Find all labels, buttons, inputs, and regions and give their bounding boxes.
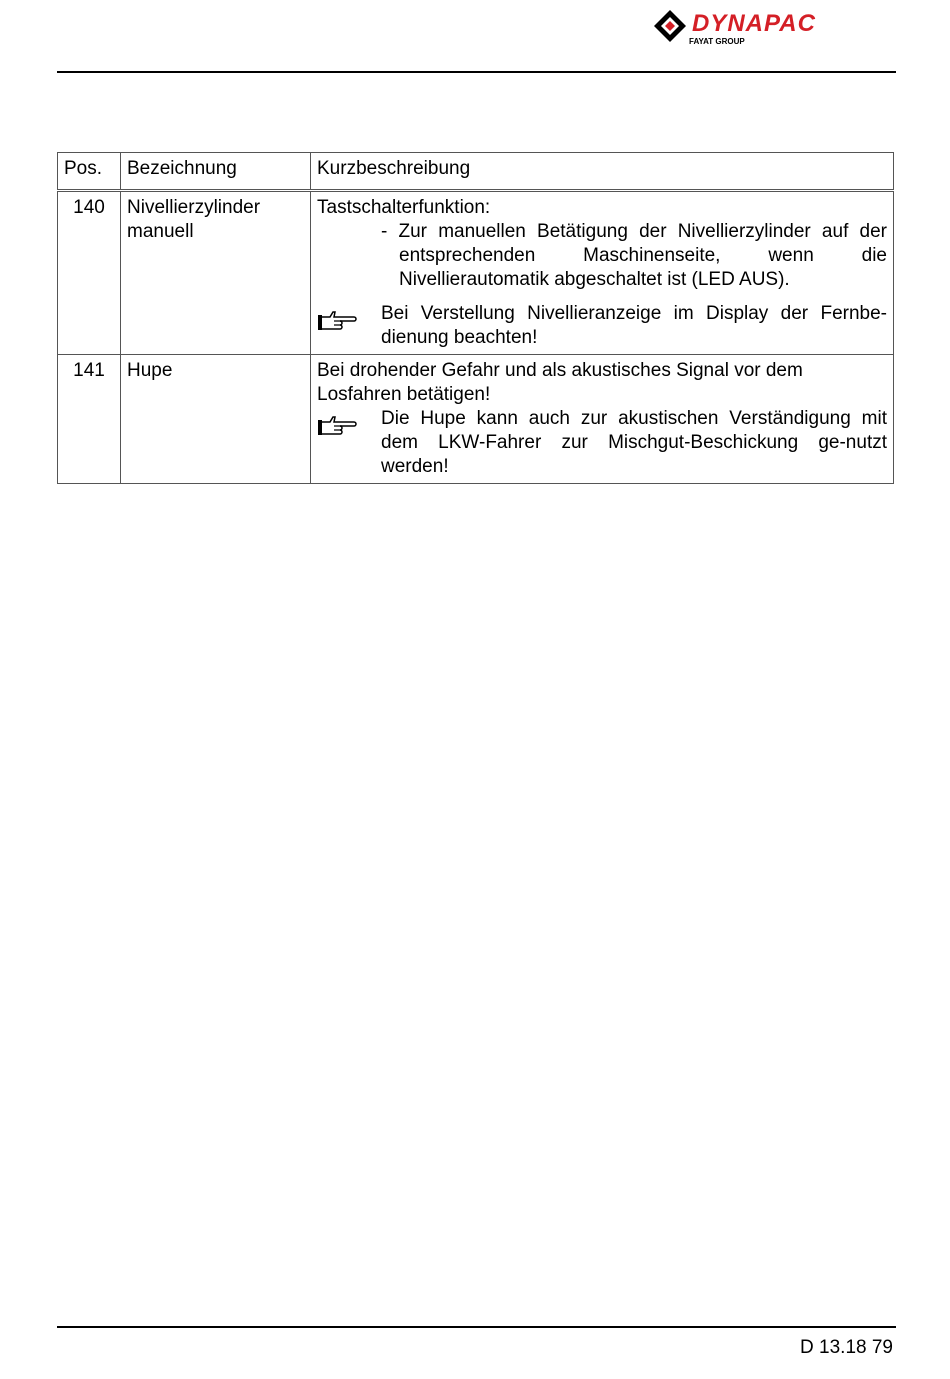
- pointing-hand-icon: [317, 302, 381, 339]
- note-text: Die Hupe kann auch zur akustischen Verständigung mit dem LKW-Fahrer zur Mischgut-Beschickung ge-nutzt werden!: [381, 408, 887, 477]
- header-pos: Pos.: [58, 153, 121, 191]
- dynapac-diamond-logo-icon: [652, 8, 688, 44]
- table-row: [58, 355, 894, 484]
- description-intro: Bei drohender Gefahr und als akustisches Signal vor dem Losfahren betätigen!: [317, 360, 803, 405]
- logo-subtitle: FAYAT GROUP: [689, 37, 745, 46]
- description-intro: Tastschalterfunktion:: [317, 197, 491, 218]
- note-box: [317, 407, 887, 479]
- spec-table: [57, 152, 894, 484]
- row-pos: 141: [58, 355, 121, 484]
- table-header-row: [58, 153, 894, 191]
- row-name: Nivellierzylinder manuell: [121, 191, 311, 355]
- header-bezeichnung: Bezeichnung: [121, 153, 311, 191]
- pointing-hand-icon: [317, 407, 381, 444]
- dynapac-logo: [652, 6, 900, 46]
- table-row: [58, 191, 894, 355]
- document-code: D 13.18 79: [800, 1337, 893, 1358]
- description-list-item: - Zur manuellen Betätigung der Nivellierzylinder auf der entsprechenden Maschinenseite, wenn die Nivellierautomatik abgeschaltet ist (LED AUS).: [381, 221, 887, 290]
- note-text: Bei Verstellung Nivellieranzeige im Display der Fernbe-dienung beachten!: [381, 303, 887, 348]
- row-description: [311, 191, 894, 355]
- header-rule: [57, 71, 896, 73]
- row-name: Hupe: [121, 355, 311, 484]
- footer-rule: [57, 1326, 896, 1328]
- row-description: [311, 355, 894, 484]
- logo-brand-text: DYNAPAC: [692, 10, 816, 37]
- header-kurzbeschreibung: Kurzbeschreibung: [311, 153, 894, 191]
- note-box: [317, 302, 887, 350]
- row-pos: 140: [58, 191, 121, 355]
